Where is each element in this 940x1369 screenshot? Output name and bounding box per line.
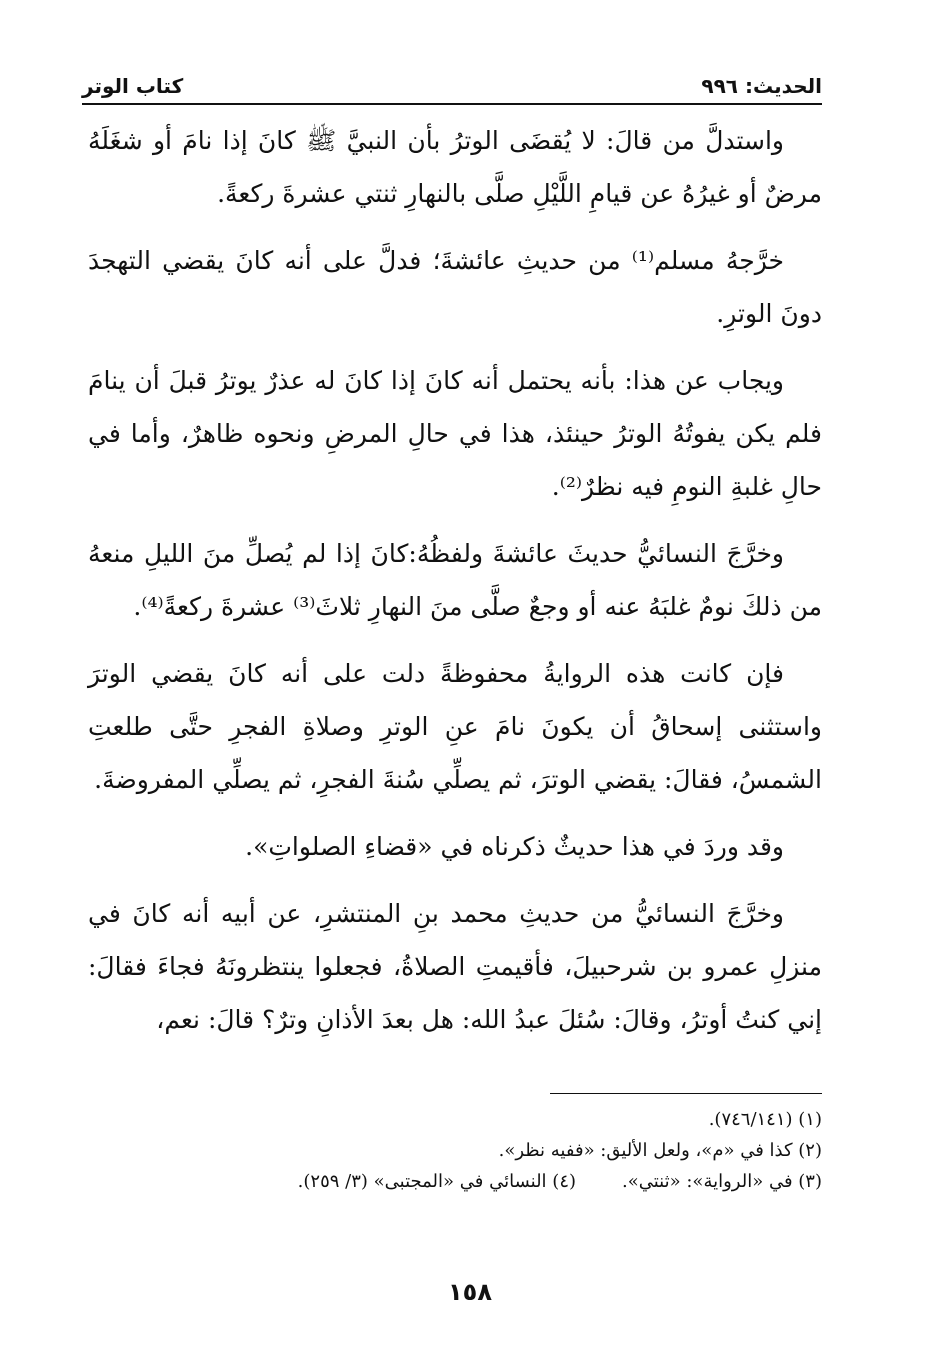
footnote-4: (٤) النسائي في «المجتبى» (٣/ ٢٥٩). [297,1171,577,1192]
paragraph: خرَّجهُ مسلم⁽¹⁾ من حديثِ عائشةَ؛ فدلَّ على أنه كانَ يقضي التهجدَ دونَ الوترِ. [88,246,822,328]
header-divider [82,103,822,105]
paragraph: فإن كانت هذه الروايةُ محفوظةً دلت على أنه كانَ يقضي الوترَ واستثنى إسحاقُ أن يكونَ نامَ عنِ الوترِ وصلاةِ الفجرِ حتَّى طلعتِ الشمسُ، فقالَ: يقضي الوترَ، ثم يصلِّي سُنةَ الفجرِ، ثم يصلِّي المفروضةَ. [88,659,822,794]
footnotes [88,1104,822,1197]
hadith-number: الحديث: ٩٩٦ [701,74,822,98]
paragraph: ويجاب عن هذا: بأنه يحتمل أنه كانَ إذا كانَ له عذرٌ يوترُ قبلَ أن ينامَ فلم يكن يفوتُهُ الوترُ حينئذ، هذا في حالِ المرضِ ونحوه ظاهرٌ، وأما في حالِ غلبةِ النومِ فيه نظرٌ⁽²⁾. [88,366,822,501]
running-header [82,62,822,98]
paragraph: وخرَّجَ النسائيُّ حديثَ عائشةَ ولفظُهُ:كانَ إذا لم يُصلِّ منَ الليلِ منعهُ من ذلكَ نومٌ غلبَهُ عنه أو وجعٌ صلَّى منَ النهارِ ثلاثَ⁽³⁾ عشرةَ ركعةً⁽⁴⁾. [88,539,822,621]
footnote-1: (١) (٧٤٦/١٤١). [708,1109,822,1130]
footnote-row [88,1166,822,1197]
footnote-3: (٣) في «الرواية»: «ثنتي». [622,1171,822,1192]
footnote-2: (٢) كذا في «م»، ولعل الأليق: «ففيه نظر». [498,1140,822,1161]
page-number: ١٥٨ [448,1278,492,1306]
paragraph: وقد وردَ في هذا حديثٌ ذكرناه في «قضاءِ الصلواتِ». [245,832,784,861]
main-text [88,114,822,1060]
paragraph: واستدلَّ من قالَ: لا يُقضَى الوترُ بأن النبيَّ ﷺ كانَ إذا نامَ أو شغَلَهُ مرضٌ أو غيرُهُ عن قيامِ اللَّيْلِ صلَّى بالنهارِ ثنتي عشرةَ ركعةً. [88,126,822,208]
footnote-divider [550,1093,822,1094]
paragraph: وخرَّجَ النسائيُّ من حديثِ محمد بنِ المنتشرِ، عن أبيه أنه كانَ في منزلِ عمرو بن شرحبيلَ، فأقيمتِ الصلاةُ، فجعلوا ينتظرونَهُ فجاءَ فقالَ: إني كنتُ أوترُ، وقالَ: سُئلَ عبدُ الله: هل بعدَ الأذانِ وترٌ؟ قالَ: نعم، [88,899,822,1034]
book-title: كتاب الوتر [82,74,184,98]
